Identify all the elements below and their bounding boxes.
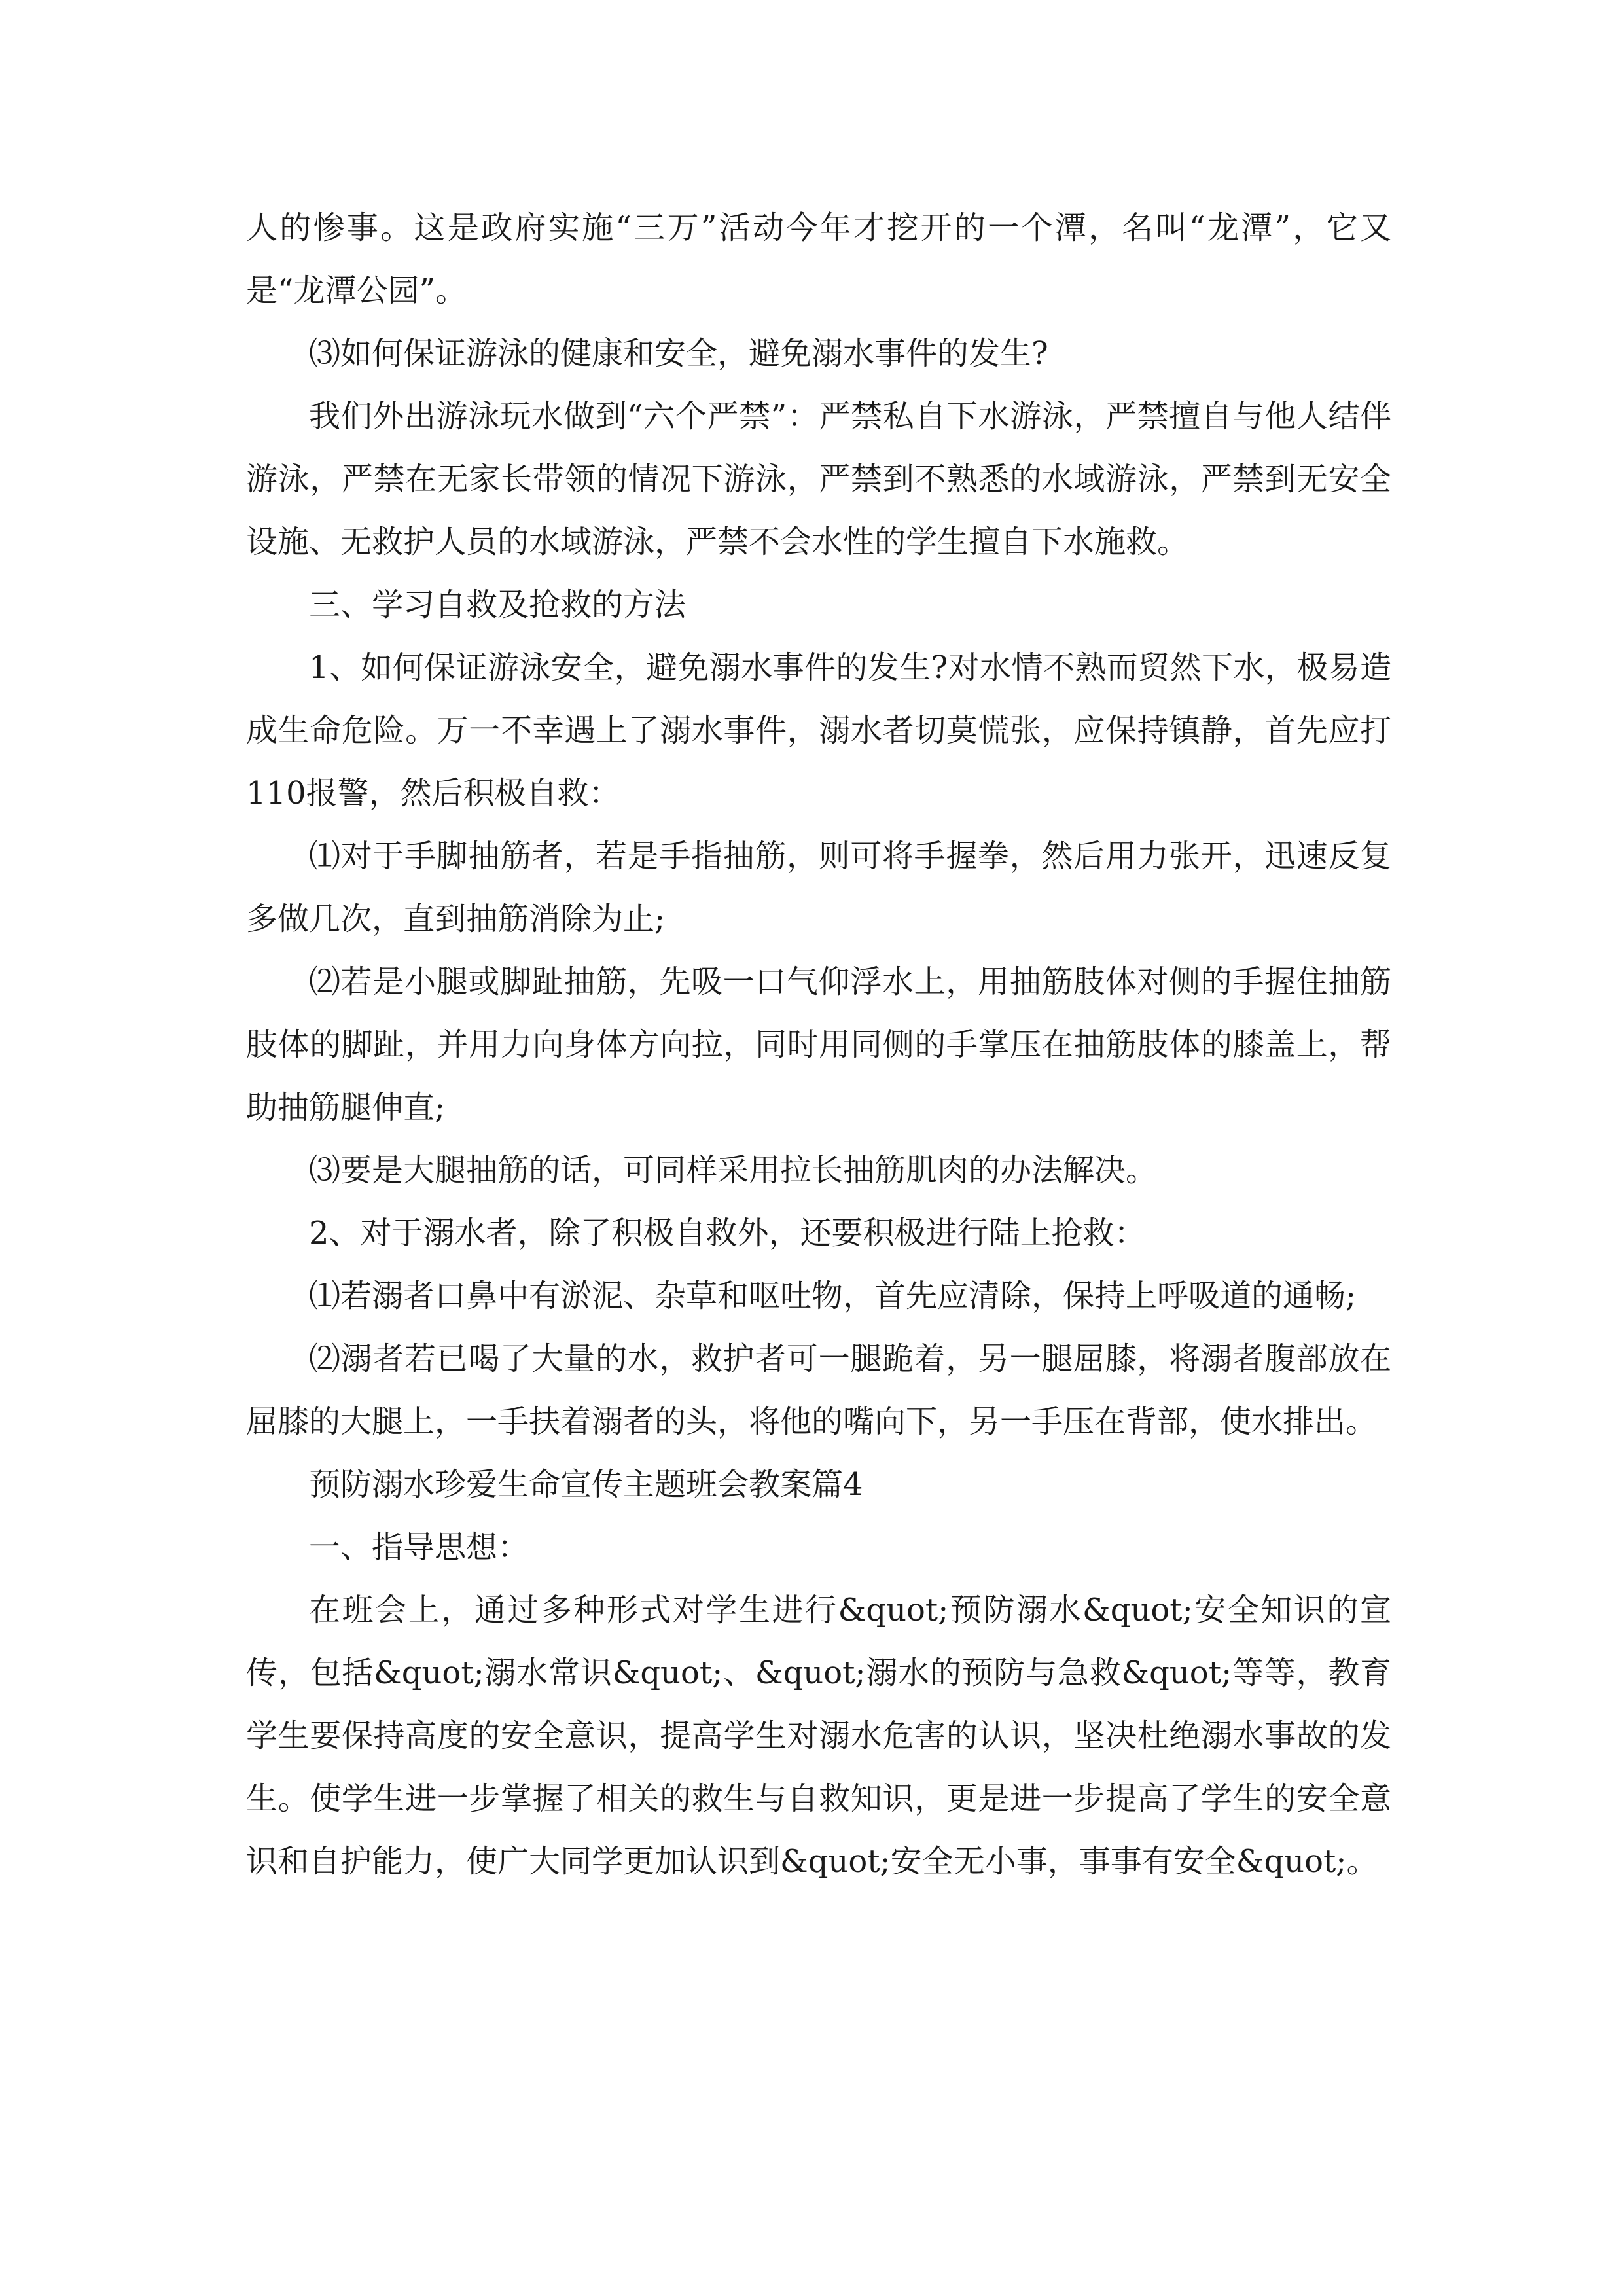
paragraph-continuation: 人的惨事。这是政府实施“三万”活动今年才挖开的一个潭，名叫“龙潭”，它又是“龙潭公园”。: [246, 209, 1391, 309]
paragraph-cramp-hand: ⑴对于手脚抽筋者，若是手指抽筋，则可将手握拳，然后用力张开，迅速反复多做几次，直到抽筋消除为止;: [246, 838, 1391, 937]
document-body: [246, 196, 1391, 1893]
paragraph-item-1: 1、如何保证游泳安全，避免溺水事件的发生?对水情不熟而贸然下水，极易造成生命危险。万一不幸遇上了溺水事件，溺水者切莫慌张，应保持镇静，首先应打110报警，然后积极自救：: [246, 649, 1391, 812]
paragraph-cramp-thigh: ⑶要是大腿抽筋的话，可同样采用拉长抽筋肌肉的办法解决。: [309, 1152, 1158, 1189]
section-heading-guiding-idea: 一、指导思想：: [309, 1529, 529, 1566]
paragraph-question-3: ⑶如何保证游泳的健康和安全，避免溺水事件的发生?: [309, 335, 1048, 372]
paragraph-six-prohibitions: 我们外出游泳玩水做到“六个严禁”：严禁私自下水游泳，严禁擅自与他人结伴游泳，严禁在无家长带领的情况下游泳，严禁到不熟悉的水域游泳，严禁到无安全设施、无救护人员的水域游泳，严禁不会水性的学生擅自下水施救。: [246, 398, 1391, 560]
paragraph-cramp-calf: ⑵若是小腿或脚趾抽筋，先吸一口气仰浮水上，用抽筋肢体对侧的手握住抽筋肢体的脚趾，并用力向身体方向拉，同时用同侧的手掌压在抽筋肢体的膝盖上，帮助抽筋腿伸直;: [246, 963, 1391, 1126]
paragraph-guiding-idea: 在班会上，通过多种形式对学生进行&quot;预防溺水&quot;安全知识的宣传，包括&quot;溺水常识&quot;、&quot;溺水的预防与急救&quot;等等，教育学生要保持高度的安全意识，提高学生对溺水危害的认识，坚决杜绝溺水事故的发生。使学生进一步掌握了相关的救生与自救知识，更是进一步提高了学生的安全意识和自护能力，使广大同学更加认识到&quot;安全无小事，事事有安全&quot;。: [246, 1592, 1391, 1880]
article-title-part-4: 预防溺水珍爱生命宣传主题班会教案篇4: [309, 1466, 863, 1503]
section-heading-self-rescue: 三、学习自救及抢救的方法: [309, 586, 687, 623]
paragraph-drain-water: ⑵溺者若已喝了大量的水，救护者可一腿跪着，另一腿屈膝，将溺者腹部放在屈膝的大腿上，一手扶着溺者的头，将他的嘴向下，另一手压在背部，使水排出。: [246, 1340, 1391, 1440]
paragraph-item-2: 2、对于溺水者，除了积极自救外，还要积极进行陆上抢救：: [309, 1215, 1146, 1251]
paragraph-clear-airway: ⑴若溺者口鼻中有淤泥、杂草和呕吐物，首先应清除，保持上呼吸道的通畅;: [309, 1278, 1357, 1314]
